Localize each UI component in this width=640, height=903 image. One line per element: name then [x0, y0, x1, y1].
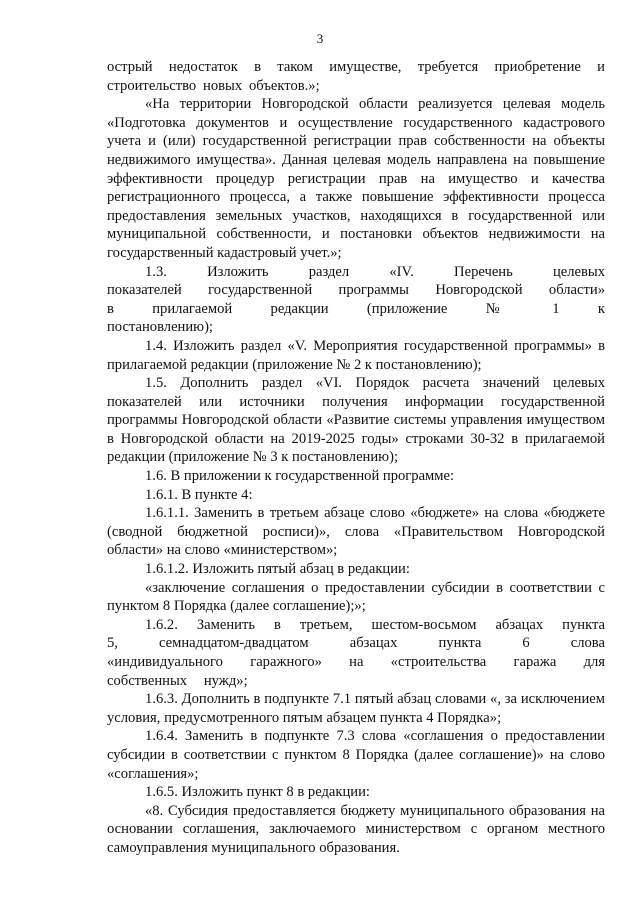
paragraph: 1.6.2. Заменить в третьем, шестом-восьмом абзацах пункта 5, семнадцатом-двадцатом абзацах пункта 6 слова «индивидуального гаражного» на «строительства гаража для собственных нужд»;	[107, 616, 605, 689]
paragraph: 1.5. Дополнить раздел «VI. Порядок расчета значений целевых показателей или источники получения информации государственной программы Новгородской области «Развитие системы управления имуществом в Новгородской области на 2019-2025 годы» строками 30-32 в прилагаемой редакции (приложение № 3 к постановлению);	[107, 375, 605, 466]
paragraph: «заключение соглашения о предоставлении субсидии в соответствии с пунктом 8 Порядка (далее соглашение);»;	[107, 579, 605, 615]
paragraph: 1.6.1.2. Изложить пятый абзац в редакции:	[145, 561, 410, 578]
paragraph: 1.6.5. Изложить пункт 8 в редакции:	[145, 784, 370, 801]
document-body	[107, 58, 605, 858]
paragraph: 1.6. В приложении к государственной программе:	[145, 468, 455, 485]
paragraph: 1.6.4. Заменить в подпункте 7.3 слова «соглашения о предоставлении субсидии в соответствии с пунктом 8 Порядка (далее соглашение)» на слово «соглашения»;	[107, 728, 605, 782]
paragraph: 1.4. Изложить раздел «V. Мероприятия государственной программы» в прилагаемой редакции (приложение № 2 к постановлению);	[107, 337, 605, 373]
paragraph: 1.6.1.1. Заменить в третьем абзаце слово «бюджете» на слова «бюджете (сводной бюджетной росписи)», слова «Правительством Новгородской области» на слово «министерством»;	[107, 505, 605, 559]
paragraph: «8. Субсидия предоставляется бюджету муниципального образования на основании соглашения, заключаемого министерством с органом местного самоуправления муниципального образования.	[107, 802, 605, 856]
paragraph: 1.3. Изложить раздел «IV. Перечень целевых показателей государственной программы Новгородской области» в прилагаемой редакции (приложение № 1 к постановлению);	[107, 263, 605, 336]
paragraph: острый недостаток в таком имуществе, требуется приобретение и строительство новых объектов.»;	[107, 59, 605, 94]
paragraph: «На территории Новгородской области реализуется целевая модель «Подготовка документов и осуществление государственного кадастрового учета и (или) государственной регистрации прав собственности на объекты недвижимого имущества». Данная целевая модель направлена на повышение эффективности процедур регистрации прав на имущество и качества регистрационного процесса, а также повышение эффективности процесса предоставления земельных участков, находящихся в государственной или муниципальной собственности, и постановки объектов недвижимости на государственный кадастровый учет.»;	[107, 96, 605, 261]
paragraph: 1.6.1. В пункте 4:	[145, 486, 253, 503]
page-number: 3	[316, 31, 324, 46]
paragraph: 1.6.3. Дополнить в подпункте 7.1 пятый абзац словами «, за исключением условия, предусмотренного пятым абзацем пункта 4 Порядка»;	[107, 691, 605, 726]
